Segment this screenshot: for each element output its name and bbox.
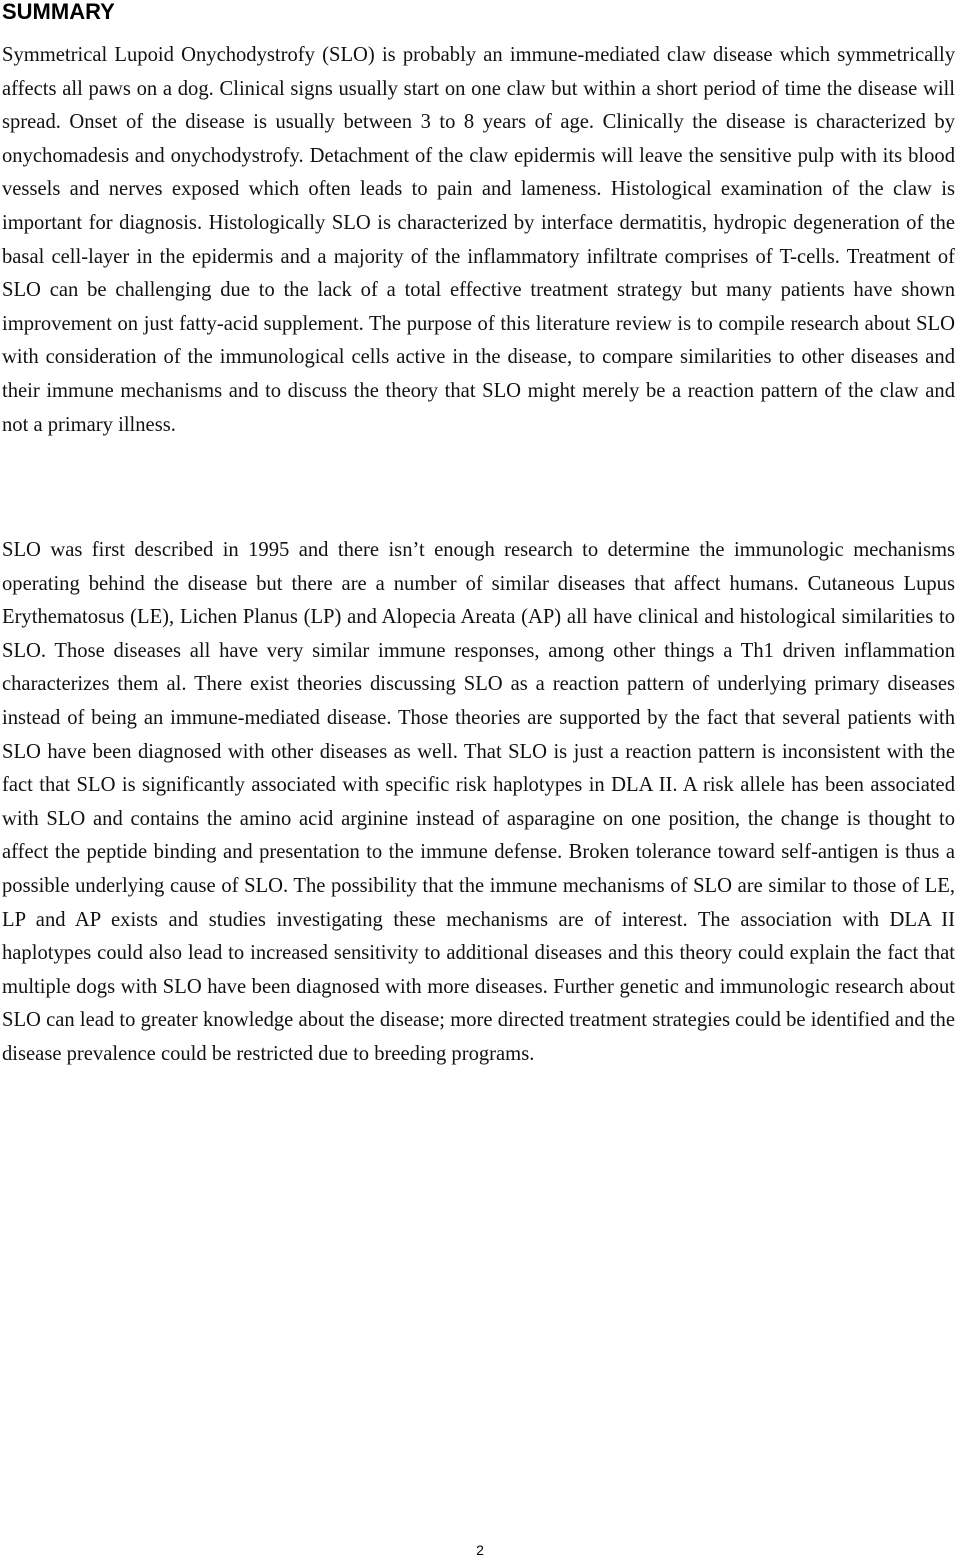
page-number: 2 [476, 1542, 484, 1558]
summary-paragraph-1: Symmetrical Lupoid Onychodystrofy (SLO) is probably an immune-mediated claw disease which symmetrically affects all paws on a dog. Clinical signs usually start on one claw but within a short period of time the disease will spread. Onset of the disease is usually between 3 to 8 years of age. Clinically the disease is characterized by onychomadesis and onychodystrofy. Detachment of the claw epidermis will leave the sensitive pulp with its blood vessels and nerves exposed which often leads to pain and lameness. Histological examination of the claw is important for diagnosis. Histologically SLO is characterized by interface dermatitis, hydropic degeneration of the basal cell-layer in the epidermis and a majority of the inflammatory infiltrate comprises of T-cells. Treatment of SLO can be challenging due to the lack of a total effective treatment strategy but many patients have shown improvement on just fatty-acid supplement. The purpose of this literature review is to compile research about SLO with consideration of the immunological cells active in the disease, to compare similarities to other diseases and their immune mechanisms and to discuss the theory that SLO might merely be a reaction pattern of the claw and not a primary illness. [2, 44, 955, 436]
section-heading: SUMMARY [2, 0, 115, 24]
summary-paragraph-2: SLO was first described in 1995 and there isn’t enough research to determine the immunologic mechanisms operating behind the disease but there are a number of similar diseases that affect humans. Cutaneous Lupus Erythematosus (LE), Lichen Planus (LP) and Alopecia Areata (AP) all have clinical and histological similarities to SLO. Those diseases all have very similar immune responses, among other things a Th1 driven inflammation characterizes them al. There exist theories discussing SLO as a reaction pattern of underlying primary diseases instead of being an immune-mediated disease. Those theories are supported by the fact that several patients with SLO have been diagnosed with other diseases as well. That SLO is just a reaction pattern is inconsistent with the fact that SLO is significantly associated with specific risk haplotypes in DLA II. A risk allele has been associated with SLO and contains the amino acid arginine instead of asparagine on one position, the change is thought to affect the peptide binding and presentation to the immune defense. Broken tolerance toward self-antigen is thus a possible underlying cause of SLO. The possibility that the immune mechanisms of SLO are similar to those of LE, LP and AP exists and studies investigating these mechanisms are of interest. The association with DLA II haplotypes could also lead to increased sensitivity to additional diseases and this theory could explain the fact that multiple dogs with SLO have been diagnosed with more diseases. Further genetic and immunologic research about SLO can lead to greater knowledge about the disease; more directed treatment strategies could be identified and the disease prevalence could be restricted due to breeding programs. [2, 539, 955, 1065]
